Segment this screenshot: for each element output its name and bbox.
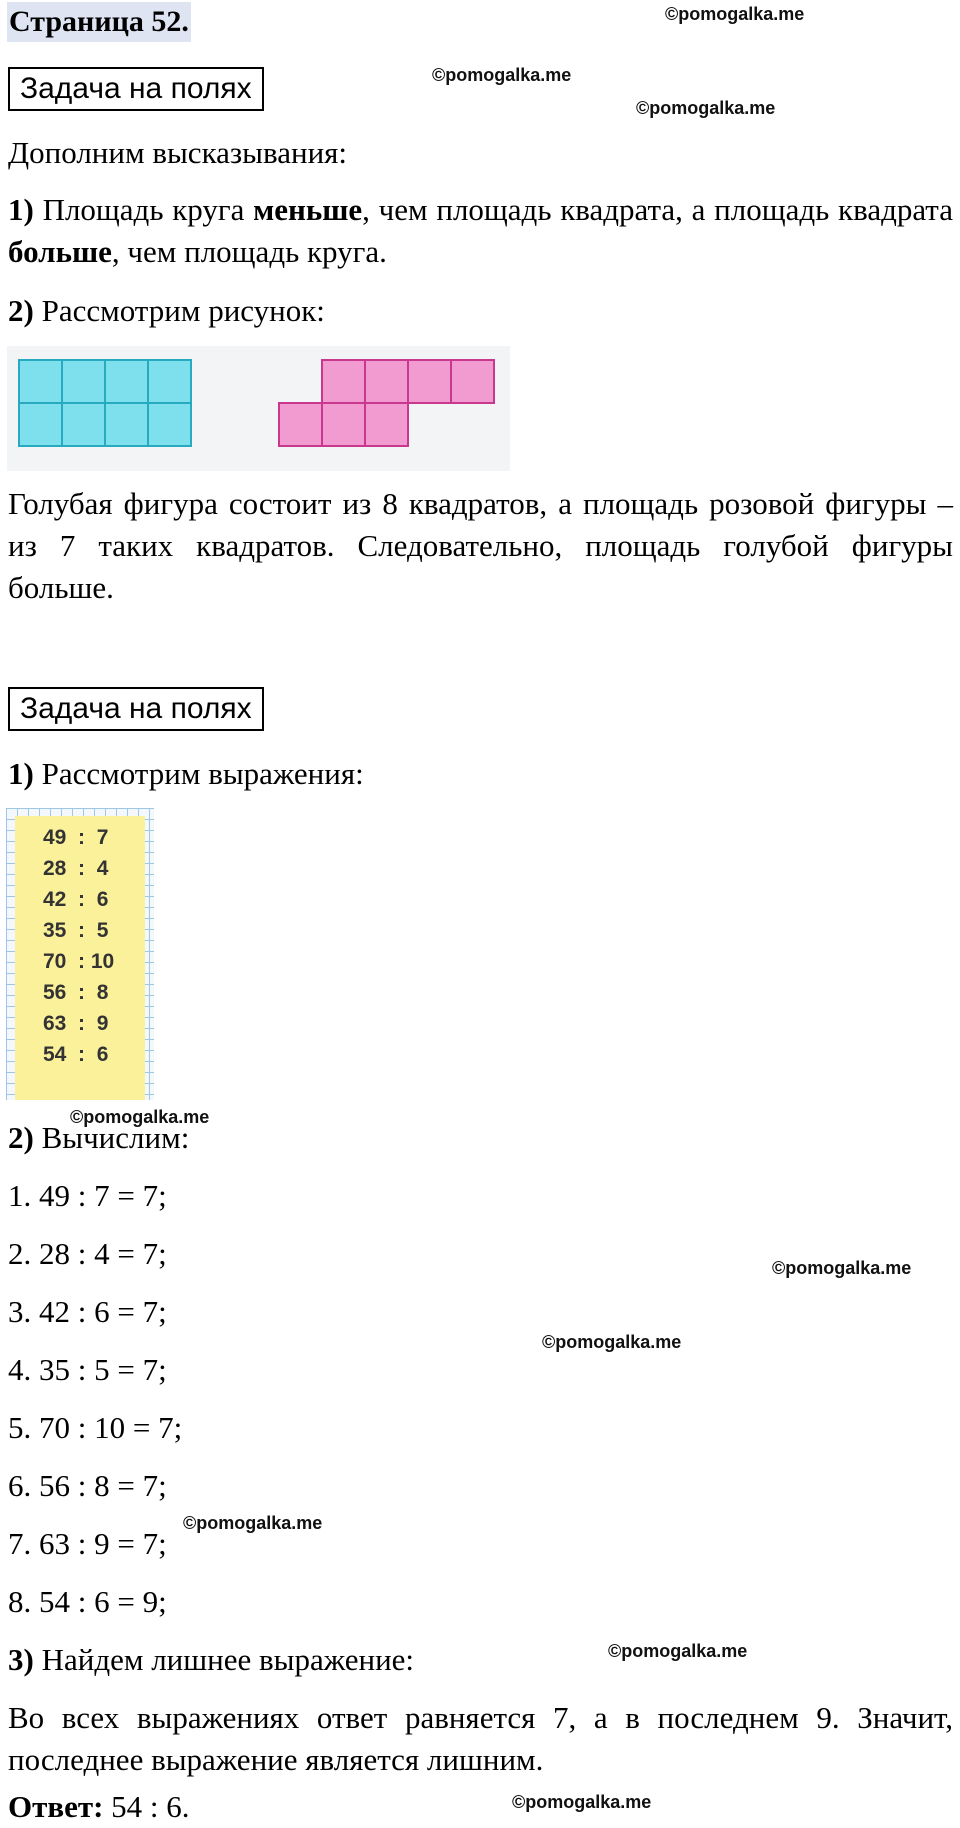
blue-square	[19, 360, 62, 403]
blue-square	[105, 403, 148, 446]
calc-line: 7. 63 : 9 = 7;	[8, 1526, 167, 1561]
bold-word: меньше	[253, 192, 363, 227]
watermark: ©pomogalka.me	[665, 4, 805, 24]
watermark: ©pomogalka.me	[608, 1641, 748, 1661]
item-number: 2)	[8, 1120, 34, 1155]
blue-square	[148, 403, 191, 446]
pink-square	[365, 403, 408, 446]
pink-square	[322, 403, 365, 446]
item-number: 1)	[8, 192, 34, 227]
text: , чем площадь квадрата, а площадь квадрата	[362, 192, 953, 227]
expression: 54 : 6	[43, 1043, 109, 1066]
figure-conclusion: Голубая фигура состоит из 8 квадратов, а площадь розовой фигуры – из 7 таких квадратов. Следовательно, площадь голубой фигуры больше.	[8, 486, 953, 605]
watermark: ©pomogalka.me	[636, 98, 776, 118]
expressions-list	[15, 816, 145, 1100]
expressions-card	[6, 808, 154, 1100]
task-box-label: Задача на полях	[8, 687, 264, 731]
item-number: 1)	[8, 756, 34, 791]
expression: 63 : 9	[43, 1012, 109, 1035]
page-title: Страница 52.	[7, 2, 191, 42]
calc-line: 2. 28 : 4 = 7;	[8, 1236, 167, 1271]
statement-1	[8, 189, 953, 273]
pink-square	[451, 360, 494, 403]
pink-square	[279, 403, 322, 446]
pink-square	[322, 360, 365, 403]
expression: 70 : 10	[43, 950, 115, 973]
watermark: ©pomogalka.me	[772, 1258, 912, 1278]
calc-line: 8. 54 : 6 = 9;	[8, 1584, 167, 1619]
bold-word: больше	[8, 234, 112, 269]
answer-label: Ответ:	[8, 1789, 104, 1824]
watermark: ©pomogalka.me	[432, 65, 572, 85]
calc-line: 5. 70 : 10 = 7;	[8, 1410, 183, 1445]
answer	[8, 1786, 190, 1828]
watermark: ©pomogalka.me	[542, 1332, 682, 1352]
calc-line: 1. 49 : 7 = 7;	[8, 1178, 167, 1213]
squares-figure	[7, 346, 510, 471]
watermark: ©pomogalka.me	[183, 1513, 323, 1533]
blue-square	[19, 403, 62, 446]
text: Площадь круга	[33, 192, 254, 227]
expression: 35 : 5	[43, 919, 109, 942]
step-2	[8, 1117, 189, 1159]
item-number: 2)	[8, 293, 34, 328]
text: Найдем лишнее выражение:	[33, 1642, 415, 1677]
blue-figure	[19, 360, 191, 446]
step-1	[8, 753, 364, 795]
task-box-label: Задача на полях	[8, 67, 264, 111]
expressions-column	[15, 816, 145, 1070]
calc-line: 3. 42 : 6 = 7;	[8, 1294, 167, 1329]
blue-square	[62, 360, 105, 403]
text: Вычислим:	[33, 1120, 190, 1155]
task-intro: Дополним высказывания:	[8, 135, 348, 170]
calc-line: 4. 35 : 5 = 7;	[8, 1352, 167, 1387]
statement-2	[8, 290, 325, 332]
squares-figure-svg	[7, 346, 510, 471]
blue-square	[62, 403, 105, 446]
expression: 49 : 7	[43, 826, 109, 849]
calc-line: 6. 56 : 8 = 7;	[8, 1468, 167, 1503]
text: Рассмотрим выражения:	[33, 756, 364, 791]
expression: 28 : 4	[43, 857, 109, 880]
step-3	[8, 1639, 414, 1681]
blue-square	[148, 360, 191, 403]
blue-square	[105, 360, 148, 403]
watermark: ©pomogalka.me	[512, 1792, 652, 1812]
explanation: Во всех выражениях ответ равняется 7, а в последнем 9. Значит, последнее выражение является лишним.	[8, 1700, 953, 1777]
answer-value: 54 : 6.	[103, 1789, 190, 1824]
pink-figure	[279, 360, 494, 446]
watermark: ©pomogalka.me	[70, 1107, 210, 1127]
text: , чем площадь круга.	[111, 234, 387, 269]
text: Рассмотрим рисунок:	[33, 293, 325, 328]
expression: 42 : 6	[43, 888, 109, 911]
pink-square	[408, 360, 451, 403]
pink-square	[365, 360, 408, 403]
item-number: 3)	[8, 1642, 34, 1677]
expression: 56 : 8	[43, 981, 109, 1004]
